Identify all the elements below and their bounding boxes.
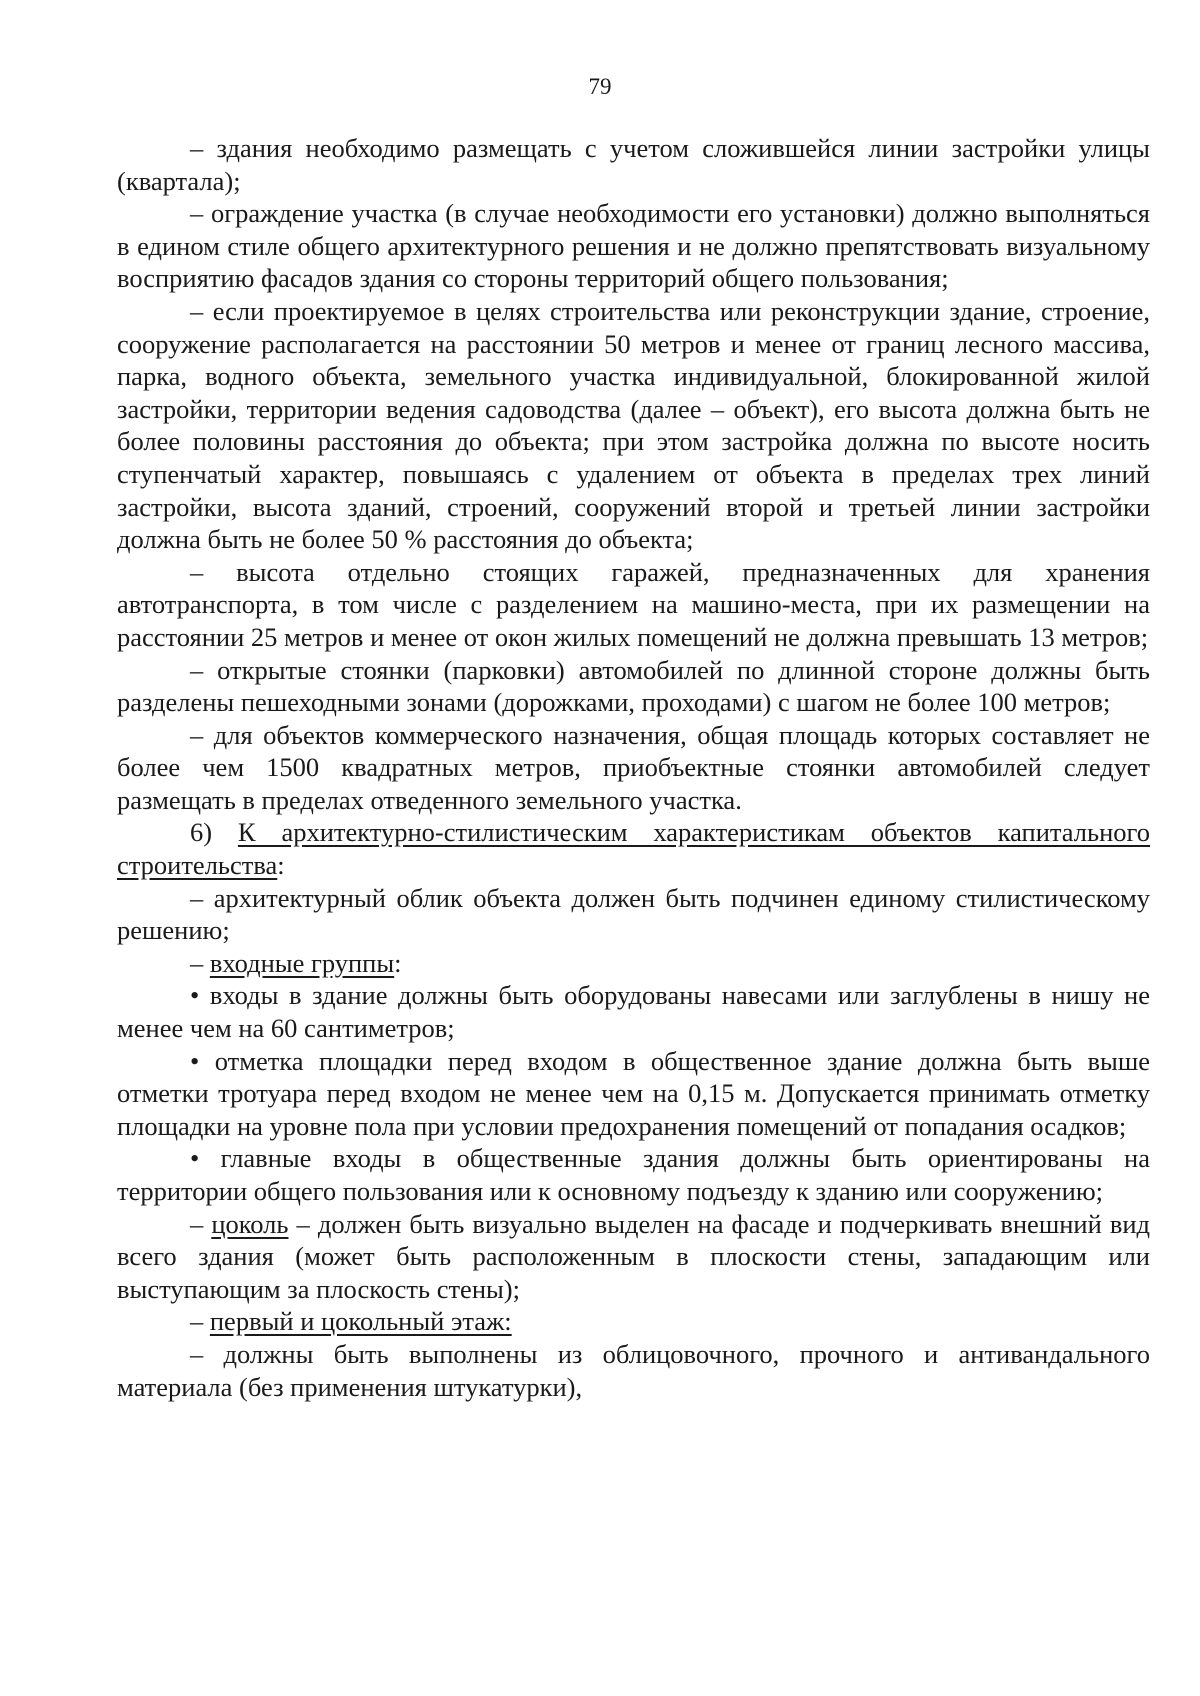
subsection-heading <box>117 1305 1150 1338</box>
dash: – <box>190 947 210 978</box>
bullet-item: • отметка площадки перед входом в общественное здание должна быть выше отметки тротуара перед входом не менее чем на 0,15 м. Допускается принимать отметку площадки на уровне пола при условии предохранения помещений от попадания осадков; <box>117 1045 1150 1141</box>
paragraph: – если проектируемое в целях строительства или реконструкции здание, строение, сооружение располагается на расстоянии 50 метров и менее от границ лесного массива, парка, водного объекта, земельного участка индивидуальной, блокированной жилой застройки, территории ведения садоводства (далее – объект), его высота должна быть не более половины расстояния до объекта; при этом застройка должна по высоте носить ступенчатый характер, повышаясь с удалением от объекта в пределах трех линий застройки, высота зданий, строений, сооружений второй и третьей линии застройки должна быть не более 50 % расстояния до объекта; <box>117 295 1150 555</box>
paragraph: – архитектурный облик объекта должен быть подчинен единому стилистическому решению; <box>117 882 1150 946</box>
section-number: 6) <box>190 817 238 848</box>
page-number: 79 <box>588 74 612 99</box>
paragraph: – открытые стоянки (парковки) автомобилей по длинной стороне должны быть разделены пешеходными зонами (дорожками, проходами) с шагом не более 100 метров; <box>117 654 1150 718</box>
bullet-item: • входы в здание должны быть оборудованы навесами или заглублены в нишу не менее чем на 60 сантиметров; <box>117 980 1150 1044</box>
bullet-item: • главные входы в общественные здания должны быть ориентированы на территории общего пользования или к основному подъезду к зданию или сооружению; <box>117 1143 1150 1206</box>
subsection-title: входные группы <box>209 947 395 978</box>
section-colon: : <box>277 850 285 881</box>
term-underlined: цоколь <box>211 1208 289 1239</box>
paragraph <box>117 1208 1150 1306</box>
paragraph: – ограждение участка (в случае необходимости его установки) должно выполняться в едином стиле общего архитектурного решения и не должно препятствовать визуальному восприятию фасадов здания со стороны территорий общего пользования; <box>117 198 1150 294</box>
subsection-colon: : <box>394 947 402 978</box>
paragraph: – для объектов коммерческого назначения, общая площадь которых составляет не более чем 1500 квадратных метров, приобъектные стоянки автомобилей следует размещать в пределах отведенного земельного участка. <box>117 719 1150 815</box>
paragraph: – высота отдельно стоящих гаражей, предназначенных для хранения автотранспорта, в том числе с разделением на машино-места, при их размещении на расстоянии 25 метров и менее от окон жилых помещений не должна превышать 13 метров; <box>117 556 1150 652</box>
section-title: К архитектурно-стилистическим характеристикам объектов капитального строительства <box>117 817 1150 881</box>
section-heading <box>117 816 1150 881</box>
paragraph: – должны быть выполнены из облицовочного, прочного и антивандального материала (без применения штукатурки), <box>117 1338 1150 1402</box>
dash: – <box>190 1208 212 1239</box>
dash: – <box>190 1306 210 1337</box>
subsection-heading <box>117 947 1150 980</box>
document-body <box>117 132 1150 1403</box>
paragraph: – здания необходимо размещать с учетом сложившейся линии застройки улицы (квартала); <box>117 133 1150 196</box>
term-description: – должен быть визуально выделен на фасаде и подчеркивать внешний вид всего здания (может быть расположенным в плоскости стены, западающим или выступающим за плоскость стены); <box>117 1208 1151 1304</box>
subsection-title: первый и цокольный этаж: <box>209 1306 512 1337</box>
